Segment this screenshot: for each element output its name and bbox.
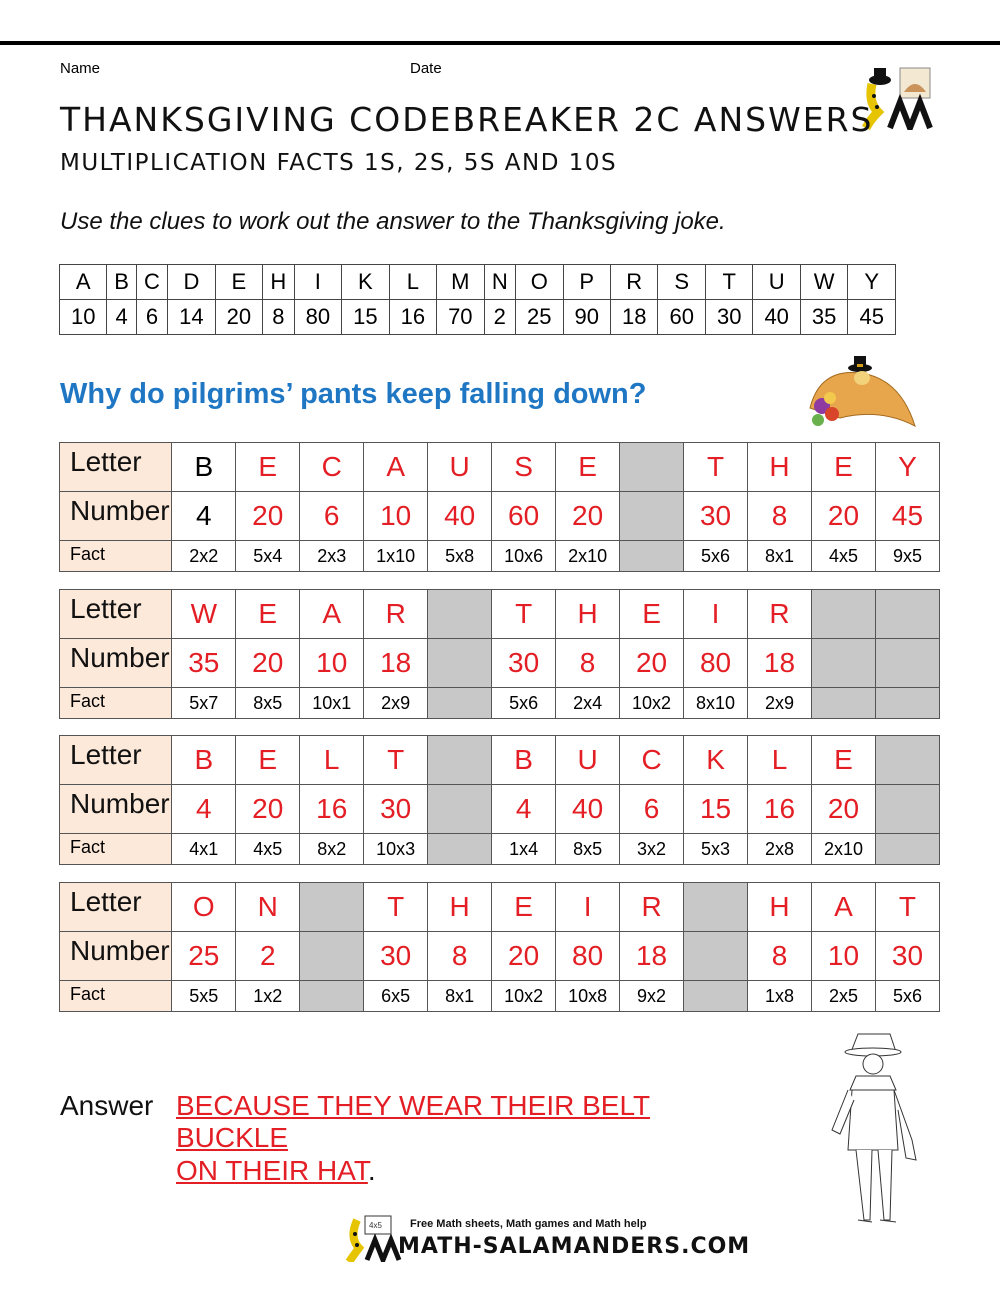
row-label-number: Number <box>60 932 172 981</box>
puzzle-number-cell: 45 <box>875 492 939 541</box>
puzzle-letter-cell: A <box>364 443 428 492</box>
puzzle-number-cell: 4 <box>492 785 556 834</box>
key-letter-cell: T <box>705 265 752 300</box>
puzzle-fact-cell: 2x10 <box>811 834 875 865</box>
puzzle-number-cell: 6 <box>620 785 684 834</box>
key-number-cell: 35 <box>800 300 847 335</box>
puzzle-fact-cell: 8x1 <box>748 541 812 572</box>
puzzle-fact-cell: 5x4 <box>236 541 300 572</box>
puzzle-letter-row <box>60 443 940 492</box>
puzzle-fact-cell: 3x2 <box>620 834 684 865</box>
puzzle-number-cell: 20 <box>236 492 300 541</box>
key-number-cell: 8 <box>263 300 294 335</box>
codebreaker-table-2 <box>59 589 940 719</box>
puzzle-letter-cell: S <box>492 443 556 492</box>
puzzle-fact-cell: 5x7 <box>172 688 236 719</box>
puzzle-fact-row <box>60 834 940 865</box>
puzzle-letter-cell: K <box>684 736 748 785</box>
blank-space-cell <box>811 688 875 719</box>
key-number-cell: 30 <box>705 300 752 335</box>
key-letter-cell: U <box>753 265 800 300</box>
row-label-fact: Fact <box>60 541 172 572</box>
blank-space-cell <box>428 590 492 639</box>
puzzle-fact-cell: 5x3 <box>684 834 748 865</box>
puzzle-fact-row <box>60 981 940 1012</box>
puzzle-letter-cell: L <box>300 736 364 785</box>
puzzle-letter-cell: N <box>236 883 300 932</box>
puzzle-letter-cell: O <box>172 883 236 932</box>
puzzle-letter-cell: E <box>236 590 300 639</box>
blank-space-cell <box>300 932 364 981</box>
blank-space-cell <box>875 688 939 719</box>
puzzle-letter-cell: U <box>556 736 620 785</box>
puzzle-letter-cell: B <box>172 736 236 785</box>
puzzle-fact-cell: 5x6 <box>492 688 556 719</box>
blank-space-cell <box>811 590 875 639</box>
puzzle-fact-cell: 8x10 <box>684 688 748 719</box>
puzzle-number-cell: 25 <box>172 932 236 981</box>
key-number-cell: 80 <box>294 300 341 335</box>
row-label-number: Number <box>60 492 172 541</box>
puzzle-fact-cell: 10x2 <box>492 981 556 1012</box>
puzzle-letter-cell: T <box>492 590 556 639</box>
blank-space-cell <box>428 785 492 834</box>
key-number-cell: 18 <box>610 300 657 335</box>
puzzle-number-cell: 30 <box>364 932 428 981</box>
puzzle-letter-cell: E <box>811 443 875 492</box>
row-label-fact: Fact <box>60 834 172 865</box>
answer-line-1: BECAUSE THEY WEAR THEIR BELT BUCKLE <box>176 1090 651 1153</box>
key-number-cell: 15 <box>342 300 389 335</box>
blank-space-cell <box>620 492 684 541</box>
puzzle-number-cell: 10 <box>811 932 875 981</box>
top-rule <box>0 41 1000 45</box>
puzzle-letter-cell: E <box>492 883 556 932</box>
puzzle-fact-cell: 1x2 <box>236 981 300 1012</box>
puzzle-number-cell: 8 <box>748 932 812 981</box>
blank-space-cell <box>875 785 939 834</box>
puzzle-letter-cell: C <box>620 736 684 785</box>
codebreaker-table-3 <box>59 735 940 865</box>
svg-text:4x5: 4x5 <box>369 1221 382 1230</box>
row-label-fact: Fact <box>60 688 172 719</box>
puzzle-letter-cell: R <box>364 590 428 639</box>
key-number-cell: 70 <box>437 300 484 335</box>
puzzle-fact-cell: 1x4 <box>492 834 556 865</box>
puzzle-fact-cell: 4x5 <box>811 541 875 572</box>
puzzle-number-cell: 6 <box>300 492 364 541</box>
puzzle-fact-cell: 6x5 <box>364 981 428 1012</box>
puzzle-fact-cell: 10x6 <box>492 541 556 572</box>
puzzle-fact-cell: 8x5 <box>236 688 300 719</box>
puzzle-letter-cell: L <box>748 736 812 785</box>
key-letter-cell: A <box>60 265 107 300</box>
puzzle-number-cell: 40 <box>428 492 492 541</box>
puzzle-fact-cell: 8x1 <box>428 981 492 1012</box>
puzzle-letter-cell: H <box>748 883 812 932</box>
key-letter-cell: C <box>136 265 167 300</box>
answer-line-2 <box>176 1155 376 1187</box>
key-number-cell: 20 <box>215 300 262 335</box>
puzzle-letter-cell: A <box>300 590 364 639</box>
code-key-table <box>59 264 896 335</box>
answer-label: Answer <box>60 1090 154 1121</box>
key-letter-cell: S <box>658 265 705 300</box>
puzzle-number-row <box>60 492 940 541</box>
key-letter-cell: H <box>263 265 294 300</box>
pilgrim-illustration <box>826 1030 921 1230</box>
key-letters-row <box>60 265 896 300</box>
blank-space-cell <box>875 639 939 688</box>
blank-space-cell <box>811 639 875 688</box>
puzzle-number-cell: 16 <box>300 785 364 834</box>
puzzle-fact-cell: 5x5 <box>172 981 236 1012</box>
puzzle-fact-cell: 10x8 <box>556 981 620 1012</box>
row-label-letter: Letter <box>60 736 172 785</box>
puzzle-letter-cell: T <box>364 883 428 932</box>
puzzle-letter-row <box>60 883 940 932</box>
puzzle-letter-cell: B <box>492 736 556 785</box>
key-letter-cell: N <box>484 265 515 300</box>
puzzle-fact-cell: 8x2 <box>300 834 364 865</box>
blank-space-cell <box>620 541 684 572</box>
puzzle-letter-cell: H <box>748 443 812 492</box>
puzzle-fact-cell: 2x8 <box>748 834 812 865</box>
puzzle-fact-cell: 2x9 <box>364 688 428 719</box>
puzzle-fact-cell: 10x2 <box>620 688 684 719</box>
codebreaker-table-4 <box>59 882 940 1012</box>
name-label: Name <box>60 60 101 77</box>
key-number-cell: 14 <box>168 300 215 335</box>
puzzle-fact-cell: 10x3 <box>364 834 428 865</box>
puzzle-letter-row <box>60 590 940 639</box>
puzzle-number-cell: 20 <box>492 932 556 981</box>
puzzle-fact-cell: 2x5 <box>811 981 875 1012</box>
puzzle-number-cell: 20 <box>811 492 875 541</box>
puzzle-number-cell: 2 <box>236 932 300 981</box>
blank-space-cell <box>428 736 492 785</box>
puzzle-fact-cell: 4x5 <box>236 834 300 865</box>
puzzle-number-cell: 80 <box>684 639 748 688</box>
puzzle-letter-cell: U <box>428 443 492 492</box>
key-letter-cell: E <box>215 265 262 300</box>
puzzle-number-cell: 30 <box>875 932 939 981</box>
blank-space-cell <box>684 981 748 1012</box>
puzzle-fact-cell: 5x6 <box>684 541 748 572</box>
row-label-letter: Letter <box>60 883 172 932</box>
puzzle-fact-row <box>60 688 940 719</box>
puzzle-letter-cell: W <box>172 590 236 639</box>
puzzle-number-cell: 16 <box>748 785 812 834</box>
puzzle-letter-cell: Y <box>875 443 939 492</box>
page-subtitle: MULTIPLICATION FACTS 1S, 2S, 5S AND 10S <box>60 150 618 176</box>
instructions: Use the clues to work out the answer to the Thanksgiving joke. <box>60 208 726 235</box>
footer-tagline: Free Math sheets, Math games and Math help <box>410 1218 647 1230</box>
page-title: THANKSGIVING CODEBREAKER 2C ANSWERS <box>60 100 874 139</box>
joke-question: Why do pilgrims’ pants keep falling down? <box>60 378 647 410</box>
puzzle-letter-cell: E <box>236 736 300 785</box>
puzzle-number-cell: 20 <box>236 785 300 834</box>
footer-site-name: MATH-SALAMANDERS.COM <box>398 1234 751 1259</box>
puzzle-letter-cell: C <box>300 443 364 492</box>
puzzle-letter-cell: T <box>684 443 748 492</box>
puzzle-letter-cell: R <box>748 590 812 639</box>
key-numbers-row <box>60 300 896 335</box>
puzzle-fact-cell: 2x2 <box>172 541 236 572</box>
puzzle-fact-cell: 2x9 <box>748 688 812 719</box>
blank-space-cell <box>428 639 492 688</box>
cornucopia-turkey-illustration <box>800 348 920 438</box>
puzzle-number-row <box>60 932 940 981</box>
key-letter-cell: Y <box>848 265 896 300</box>
row-label-letter: Letter <box>60 590 172 639</box>
puzzle-number-cell: 20 <box>556 492 620 541</box>
puzzle-number-cell: 4 <box>172 785 236 834</box>
puzzle-number-cell: 30 <box>492 639 556 688</box>
puzzle-number-cell: 18 <box>620 932 684 981</box>
key-number-cell: 10 <box>60 300 107 335</box>
puzzle-number-cell: 18 <box>748 639 812 688</box>
puzzle-letter-cell: E <box>811 736 875 785</box>
row-label-fact: Fact <box>60 981 172 1012</box>
date-label: Date <box>410 60 442 77</box>
key-letter-cell: P <box>563 265 610 300</box>
puzzle-number-cell: 80 <box>556 932 620 981</box>
blank-space-cell <box>875 736 939 785</box>
puzzle-number-cell: 10 <box>300 639 364 688</box>
puzzle-fact-cell: 1x10 <box>364 541 428 572</box>
puzzle-number-row <box>60 785 940 834</box>
puzzle-letter-cell: R <box>620 883 684 932</box>
key-number-cell: 45 <box>848 300 896 335</box>
blank-space-cell <box>300 981 364 1012</box>
puzzle-letter-cell: I <box>684 590 748 639</box>
puzzle-number-cell: 18 <box>364 639 428 688</box>
key-letter-cell: L <box>389 265 436 300</box>
puzzle-fact-cell: 2x4 <box>556 688 620 719</box>
key-letter-cell: M <box>437 265 484 300</box>
key-number-cell: 90 <box>563 300 610 335</box>
puzzle-letter-cell: E <box>236 443 300 492</box>
puzzle-number-cell: 15 <box>684 785 748 834</box>
codebreaker-table-1 <box>59 442 940 572</box>
puzzle-fact-cell: 8x5 <box>556 834 620 865</box>
puzzle-letter-cell: I <box>556 883 620 932</box>
puzzle-number-cell: 60 <box>492 492 556 541</box>
row-label-number: Number <box>60 785 172 834</box>
key-number-cell: 40 <box>753 300 800 335</box>
puzzle-fact-row <box>60 541 940 572</box>
puzzle-number-cell: 30 <box>364 785 428 834</box>
puzzle-number-cell: 20 <box>811 785 875 834</box>
puzzle-letter-cell: T <box>364 736 428 785</box>
puzzle-letter-cell: E <box>620 590 684 639</box>
blank-space-cell <box>620 443 684 492</box>
key-letter-cell: K <box>342 265 389 300</box>
blank-space-cell <box>300 883 364 932</box>
puzzle-number-row <box>60 639 940 688</box>
puzzle-number-cell: 35 <box>172 639 236 688</box>
puzzle-letter-cell: T <box>875 883 939 932</box>
blank-space-cell <box>428 834 492 865</box>
puzzle-letter-cell: E <box>556 443 620 492</box>
key-number-cell: 60 <box>658 300 705 335</box>
key-letter-cell: I <box>294 265 341 300</box>
puzzle-number-cell: 4 <box>172 492 236 541</box>
puzzle-fact-cell: 2x3 <box>300 541 364 572</box>
blank-space-cell <box>875 834 939 865</box>
puzzle-letter-cell: B <box>172 443 236 492</box>
puzzle-number-cell: 20 <box>620 639 684 688</box>
blank-space-cell <box>428 688 492 719</box>
puzzle-fact-cell: 10x1 <box>300 688 364 719</box>
puzzle-fact-cell: 9x5 <box>875 541 939 572</box>
key-number-cell: 2 <box>484 300 515 335</box>
puzzle-fact-cell: 9x2 <box>620 981 684 1012</box>
key-letter-cell: D <box>168 265 215 300</box>
key-letter-cell: B <box>107 265 136 300</box>
puzzle-fact-cell: 1x8 <box>748 981 812 1012</box>
key-number-cell: 4 <box>107 300 136 335</box>
puzzle-number-cell: 40 <box>556 785 620 834</box>
puzzle-letter-cell: H <box>556 590 620 639</box>
puzzle-letter-cell: A <box>811 883 875 932</box>
puzzle-number-cell: 30 <box>684 492 748 541</box>
puzzle-letter-row <box>60 736 940 785</box>
puzzle-number-cell: 8 <box>556 639 620 688</box>
puzzle-fact-cell: 2x10 <box>556 541 620 572</box>
answer-period: . <box>367 1155 376 1186</box>
blank-space-cell <box>684 932 748 981</box>
key-number-cell: 16 <box>389 300 436 335</box>
answer-line-2-text: ON THEIR HAT <box>176 1155 368 1186</box>
key-letter-cell: O <box>516 265 563 300</box>
key-number-cell: 6 <box>136 300 167 335</box>
puzzle-fact-cell: 5x8 <box>428 541 492 572</box>
puzzle-fact-cell: 4x1 <box>172 834 236 865</box>
key-number-cell: 25 <box>516 300 563 335</box>
puzzle-number-cell: 20 <box>236 639 300 688</box>
blank-space-cell <box>875 590 939 639</box>
puzzle-letter-cell: H <box>428 883 492 932</box>
puzzle-number-cell: 10 <box>364 492 428 541</box>
row-label-letter: Letter <box>60 443 172 492</box>
row-label-number: Number <box>60 639 172 688</box>
blank-space-cell <box>684 883 748 932</box>
puzzle-fact-cell: 5x6 <box>875 981 939 1012</box>
key-letter-cell: W <box>800 265 847 300</box>
key-letter-cell: R <box>610 265 657 300</box>
puzzle-number-cell: 8 <box>428 932 492 981</box>
puzzle-number-cell: 8 <box>748 492 812 541</box>
